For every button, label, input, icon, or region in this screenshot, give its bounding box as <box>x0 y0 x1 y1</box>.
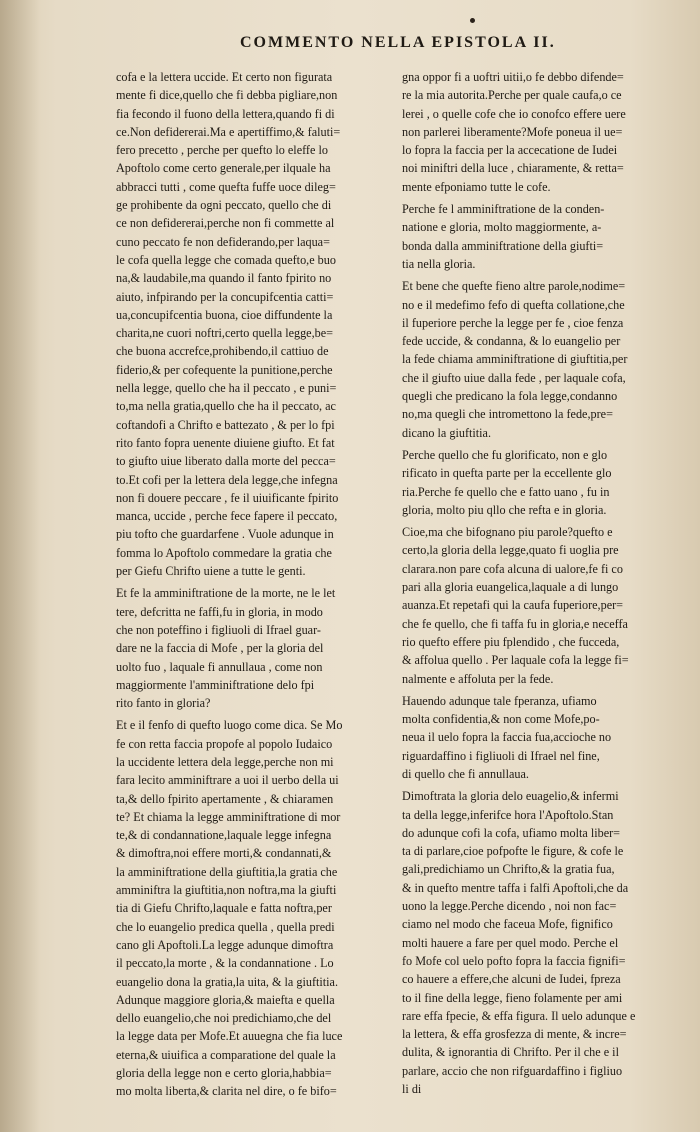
text-line: to il fine della legge, fieno folamente per ami <box>402 990 623 1005</box>
text-line: ria.Perche fe quello che e fatto uano , fu in <box>402 484 610 499</box>
text-line: quegli che predicano la fola legge,condanno <box>402 389 618 404</box>
text-line: mo molta liberta,& clarita nel dire, o fe bifo= <box>116 1084 337 1099</box>
text-line: fiderio,& per cofequente la punitione,perche <box>116 362 333 377</box>
text-line: dello euangelio,che noi predichiamo,che del <box>116 1011 332 1026</box>
paragraph <box>402 523 680 688</box>
text-line: gali,predichiamo un Chrifto,& la gratia fua, <box>402 862 615 877</box>
text-line: & in quefto mentre taffa i falfi Apoftoli,che da <box>402 880 629 895</box>
text-line: & dimoftra,noi effere morti,& condannati,& <box>116 846 332 861</box>
text-line: di quello che fi annullaua. <box>402 766 529 781</box>
text-line: la amminiftratione della giuftitia,la gratia che <box>116 864 338 879</box>
text-line: ua,concupifcentia buona, cioe diffundente la <box>116 307 333 322</box>
text-line: co hauere a effere,che alcuni de Iudei, fpreza <box>402 972 621 987</box>
paragraph <box>402 446 680 519</box>
text-line: gna oppor fi a uoftri uitii,o fe debbo difende= <box>402 70 624 84</box>
text-line: maggiormente l'amminiftratione delo fpi <box>116 677 315 692</box>
left-column <box>116 68 390 1105</box>
text-line: rio quefto effere piu fplendido , che fucceda, <box>402 634 620 649</box>
text-line: che il giufto uiue dalla fede , per laquale cofa, <box>402 370 626 385</box>
text-line: do adunque cofi la cofa, ufiamo molta liber= <box>402 825 621 840</box>
text-line: tia nella gloria. <box>402 256 476 271</box>
text-line: noi miniftri della luce , chiaramente, & retta= <box>402 161 624 176</box>
text-line: Perche quello che fu glorificato, non e glo <box>402 447 608 462</box>
running-title: COMMENTO NELLA EPISTOLA II. <box>240 34 556 51</box>
paragraph <box>402 787 680 1098</box>
text-line: che fe quello, che fi taffa fu in gloria,e neceffa <box>402 616 628 631</box>
text-line: neua il uelo fopra la faccia fua,accioche no <box>402 730 612 745</box>
text-line: fede uccide, & condanna, & lo euangelio per <box>402 334 621 349</box>
text-line: certo,la gloria della legge,quato fi uoglia pre <box>402 543 619 558</box>
text-line: nella legge, quello che ha il peccato , e puni= <box>116 381 337 396</box>
text-line: che buona accrefce,prohibendo,il cattiuo de <box>116 344 329 359</box>
text-line: cofa e la lettera uccide. Et certo non figurata <box>116 70 333 84</box>
paragraph <box>402 68 680 196</box>
text-line: tia di Giefu Chrifto,laquale e fatta noftra,per <box>116 901 332 916</box>
text-line: euangelio dona la gratia,la uita, & la giuftitia. <box>116 974 339 989</box>
text-line: la lettera, & effa grosfezza di mente, & incre= <box>402 1027 627 1042</box>
text-line: ce non defidererai,perche non fi commette al <box>116 216 335 231</box>
text-line: Et fe la amminiftratione de la morte, ne le let <box>116 586 336 601</box>
text-line: dulita, & ignorantia di Chrifto. Per il che e il <box>402 1045 619 1060</box>
text-line: aiuto, infpirando per la concupifcentia catti= <box>116 289 334 304</box>
text-line: Et e il fenfo di quefto luogo come dica. Se Mo <box>116 718 343 733</box>
text-line: na,& laudabile,ma quando il fanto fpirito no <box>116 271 332 286</box>
text-line: Apoftolo come certo generale,per ilquale ha <box>116 161 331 176</box>
text-line: Cioe,ma che bifognano piu parole?quefto e <box>402 525 613 540</box>
text-line: fara lecito amminiftrare a uoi il uerbo della ui <box>116 773 339 788</box>
gutter-shadow <box>0 0 40 1132</box>
text-line: ta della legge,inferifce hora l'Apoftolo.Stan <box>402 807 614 822</box>
text-line: non fi douere peccare , fe il uiuificante fpirito <box>116 490 339 505</box>
text-line: pari alla gloria euangelica,laquale a di lungo <box>402 580 619 595</box>
paragraph <box>116 68 390 580</box>
text-line: la uccidente lettera dela legge,perche non mi <box>116 754 334 769</box>
text-line: cuno peccato fe non defiderando,per laqua= <box>116 234 330 249</box>
text-line: uolto fuo , laquale fi annullaua , come non <box>116 659 323 674</box>
text-line: riguardaffino i figliuoli di Ifrael nel fine, <box>402 748 600 763</box>
text-line: ciamo nel modo che faceua Mofe, fignifico <box>402 917 613 932</box>
text-line: ce.Non defidererai.Ma e apertiffimo,& faluti= <box>116 124 341 139</box>
text-line: lerei , o quelle cofe che io conofco effere uere <box>402 106 626 121</box>
text-line: Perche fe l amminiftratione de la conden- <box>402 202 605 217</box>
text-line: dicano la giuftitia. <box>402 425 492 440</box>
text-line: to.Et cofi per la lettera dela legge,che infegna <box>116 472 338 487</box>
text-line: piu tofto che guardarfene . Vuole adunque in <box>116 527 334 542</box>
text-line: che non poteffino i figliuoli di Ifrael guar- <box>116 622 321 637</box>
text-line: natione e gloria, molto maggiormente, a- <box>402 220 602 235</box>
text-line: rito fanto in gloria? <box>116 696 211 711</box>
text-line: la legge data per Mofe.Et auuegna che fia luce <box>116 1029 343 1044</box>
text-line: ge prohibente da ogni peccato, quello che di <box>116 198 332 213</box>
text-line: per Giefu Chrifto uiene a tutte le genti. <box>116 564 306 579</box>
text-line: te,& di condannatione,laquale legge infegna <box>116 828 332 843</box>
printer-mark <box>470 18 475 23</box>
text-line: to giufto uiue liberato dalla morte del pecca= <box>116 454 336 469</box>
text-line: fo Mofe col uelo pofto fopra la faccia fignifi= <box>402 953 626 968</box>
text-line: Et bene che quefte fieno altre parole,nodime= <box>402 279 626 294</box>
text-line: Adunque maggiore gloria,& maiefta e quella <box>116 992 335 1007</box>
text-line: la fede chiama amminiftratione di giuftitia,per <box>402 352 628 367</box>
text-line: mente efponiamo tutte le cofe. <box>402 179 551 194</box>
text-line: cano gli Apoftoli.La legge adunque dimoftra <box>116 937 334 952</box>
right-column <box>402 68 680 1102</box>
text-line: coftandofi a Chrifto e battezato , & per lo fpi <box>116 417 335 432</box>
text-line: non parlerei liberamente?Mofe poneua il ue= <box>402 124 623 139</box>
text-line: bonda dalla amminiftratione della giufti= <box>402 238 604 253</box>
text-line: nalmente e affoluta per la fede. <box>402 671 554 686</box>
paragraph <box>402 277 680 442</box>
paragraph <box>116 716 390 1100</box>
text-line: no e il medefimo fefo di quefta collatione,che <box>402 297 625 312</box>
text-line: che lo euangelio predica quella , quella predi <box>116 919 335 934</box>
text-line: clarara.non pare cofa alcuna di ualore,fe fi co <box>402 561 623 576</box>
text-line: fia fecondo il fuono della lettera,quando fi di <box>116 106 335 121</box>
text-line: auanza.Et repetafi qui la caufa fuperiore,per= <box>402 598 624 613</box>
text-line: abbracci tutti , come quefta fuffe uoce dileg= <box>116 179 336 194</box>
text-line: to,ma nella gratia,quello che ha il peccato, ac <box>116 399 336 414</box>
text-line: no,ma quegli che intromettono la fede,pre= <box>402 407 613 422</box>
text-line: rificato in quefta parte per la eccellente glo <box>402 466 612 481</box>
text-line: le cofa quella legge che comada quefto,e buo <box>116 252 336 267</box>
text-line: uono la legge.Perche dicendo , noi non fac= <box>402 899 617 914</box>
text-line: tere, defcritta ne faffi,fu in gloria, in modo <box>116 604 323 619</box>
text-line: eterna,& uiuifica a comparatione del quale la <box>116 1047 336 1062</box>
text-line: fero precetto , perche per quefto lo eleffe lo <box>116 143 328 158</box>
text-line: re la mia autorita.Perche per quale caufa,o ce <box>402 88 622 103</box>
text-line: & affolua quello . Per laquale cofa la legge fi= <box>402 653 629 668</box>
text-line: Hauendo adunque tale fperanza, ufiamo <box>402 693 597 708</box>
text-line: fomma lo Apoftolo commedare la gratia che <box>116 545 332 560</box>
text-line: li di <box>402 1082 422 1097</box>
text-line: rare effa fpecie, & effa figura. Il uelo adunque e <box>402 1008 636 1023</box>
paragraph <box>402 692 680 783</box>
text-line: ta,& dello fpirito apertamente , & chiaramen <box>116 791 334 806</box>
text-line: dare ne la faccia di Mofe , per la gloria del <box>116 641 324 656</box>
text-line: gloria, molto piu qllo che refta e in gloria. <box>402 502 607 517</box>
text-line: mente fi dice,quello che fi debba pigliare,non <box>116 88 338 103</box>
text-line: te? Et chiama la legge amminiftratione di mor <box>116 809 341 824</box>
text-line: Dimoftrata la gloria delo euagelio,& infermi <box>402 789 619 804</box>
text-line: ta di parlare,cioe pofpofte le figure, & cofe le <box>402 844 624 859</box>
text-line: rito fanto fopra uenente diuiene giufto. Et fat <box>116 435 335 450</box>
text-line: fe con retta faccia propofe al popolo Iudaico <box>116 736 333 751</box>
text-line: amminiftra la giuftitia,non noftra,ma la giufti <box>116 883 337 898</box>
text-line: molti hauere a fare per quel modo. Perche el <box>402 935 619 950</box>
paragraph <box>116 584 390 712</box>
paragraph <box>402 200 680 273</box>
text-line: il fuperiore perche la legge per fe , cioe fenza <box>402 315 624 330</box>
text-line: charita,ne cuori noftri,certo quella legge,be= <box>116 326 334 341</box>
text-line: lo fopra la faccia per la accecatione de Iudei <box>402 143 618 158</box>
text-line: parlare, accio che non rifguardaffino i figliuo <box>402 1063 623 1078</box>
text-line: il peccato,la morte , & la condannatione . Lo <box>116 956 334 971</box>
text-line: molta confidentia,& non come Mofe,po- <box>402 712 600 727</box>
text-line: gloria della legge non e certo gloria,habbia= <box>116 1066 332 1081</box>
text-line: manca, uccide , perche fece fapere il peccato, <box>116 509 338 524</box>
